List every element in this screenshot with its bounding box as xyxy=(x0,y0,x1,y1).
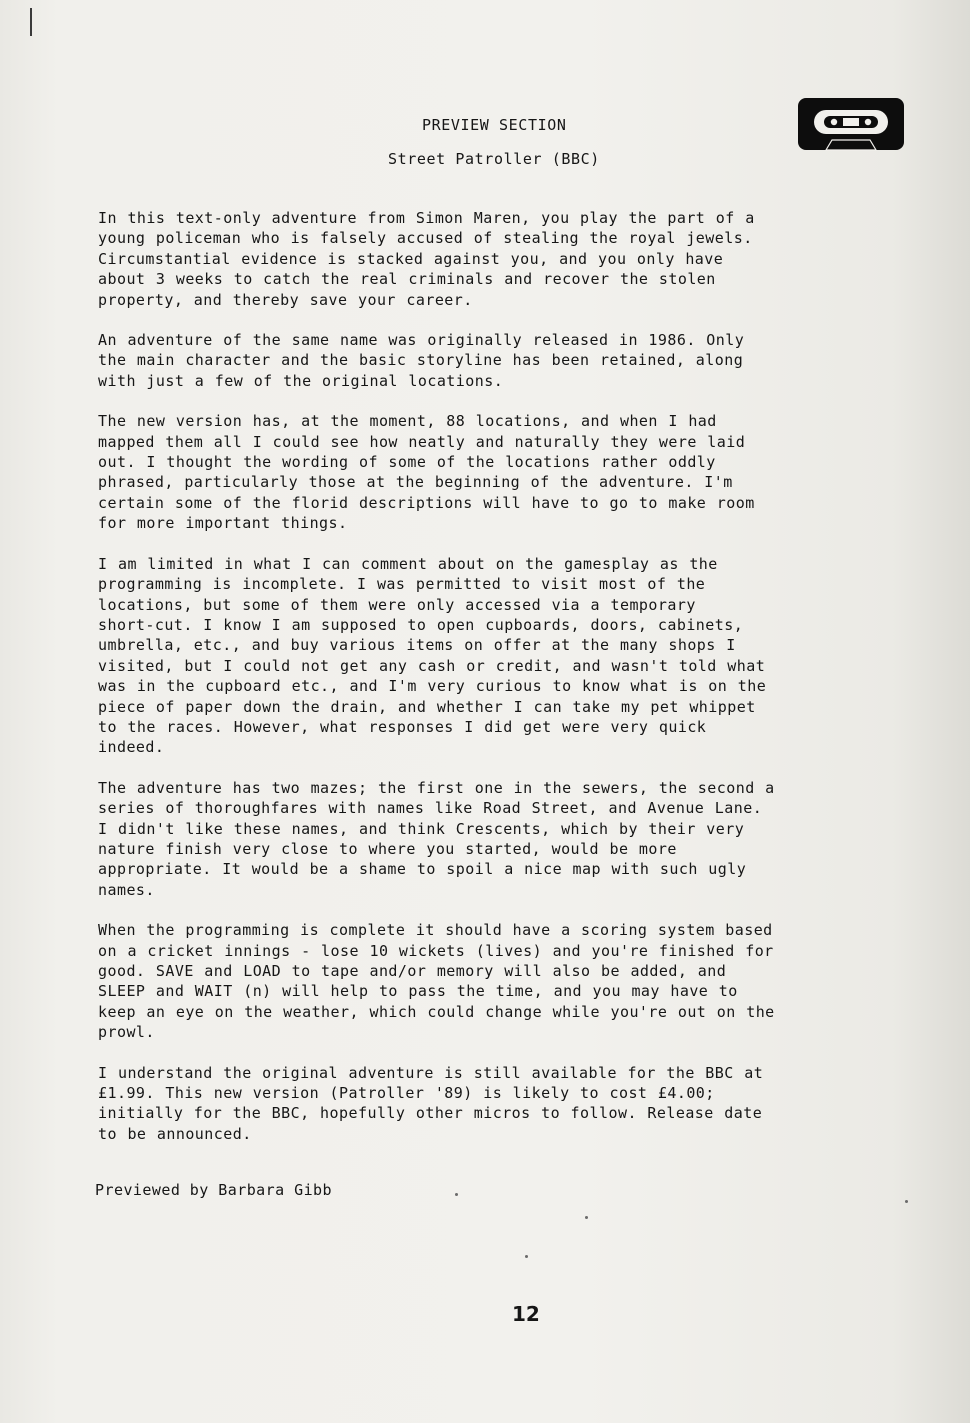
paragraph-line: indeed. xyxy=(98,738,165,757)
game-title: Street Patroller (BBC) xyxy=(388,150,600,168)
paragraph-line: about 3 weeks to catch the real criminals and recover the stolen xyxy=(98,270,716,289)
paragraph-line: property, and thereby save your career. xyxy=(98,290,473,309)
article-paragraph xyxy=(98,208,943,310)
article-paragraph xyxy=(98,920,943,1042)
paragraph-line: initially for the BBC, hopefully other micros to follow. Release date xyxy=(98,1104,763,1123)
paragraph-line: was in the cupboard etc., and I'm very curious to know what is on the xyxy=(98,677,767,696)
paragraph-line: In this text-only adventure from Simon Maren, you play the part of a xyxy=(98,209,755,227)
cassette-tape-icon xyxy=(796,96,906,152)
paragraph-line: on a cricket innings - lose 10 wickets (lives) and you're finished for xyxy=(98,941,774,960)
print-speck xyxy=(585,1216,588,1219)
paragraph-line: visited, but I could not get any cash or credit, and wasn't told what xyxy=(98,656,766,675)
page-number: 12 xyxy=(512,1302,540,1326)
paragraph-line: programming is incomplete. I was permitted to visit most of the xyxy=(98,575,706,594)
paragraph-line: £1.99. This new version (Patroller '89) is likely to cost £4.00; xyxy=(98,1084,715,1103)
paragraph-line: short-cut. I know I am supposed to open cupboards, doors, cabinets, xyxy=(98,615,744,634)
paragraph-line: prowl. xyxy=(98,1023,155,1042)
paragraph-line: with just a few of the original locations. xyxy=(98,371,504,390)
paragraph-line: phrased, particularly those at the beginning of the adventure. I'm xyxy=(98,473,733,492)
paragraph-line: out. I thought the wording of some of the locations rather oddly xyxy=(98,453,716,472)
print-speck xyxy=(905,1200,908,1203)
paragraph-line: good. SAVE and LOAD to tape and/or memory will also be added, and xyxy=(98,962,727,980)
paragraph-line: keep an eye on the weather, which could change while you're out on the xyxy=(98,1002,775,1021)
paragraph-line: the main character and the basic storyline has been retained, along xyxy=(98,351,744,370)
paragraph-line: When the programming is complete it should have a scoring system based xyxy=(98,921,773,940)
paragraph-line: The new version has, at the moment, 88 locations, and when I had xyxy=(98,412,717,431)
paragraph-line: I am limited in what I can comment about on the gamesplay as the xyxy=(98,554,718,573)
print-speck xyxy=(525,1255,528,1258)
paragraph-line: I didn't like these names, and think Crescents, which by their very xyxy=(98,819,745,838)
article-paragraph xyxy=(98,554,943,758)
paragraph-line: Circumstantial evidence is stacked against you, and you only have xyxy=(98,249,724,268)
article-paragraph xyxy=(98,411,943,533)
paragraph-line: nature finish very close to where you started, would be more xyxy=(98,839,677,858)
paragraph-line: names. xyxy=(98,880,155,899)
section-title: PREVIEW SECTION xyxy=(422,116,567,134)
article-body xyxy=(98,208,943,1164)
margin-mark xyxy=(30,8,32,36)
paragraph-line: young policeman who is falsely accused of stealing the royal jewels. xyxy=(98,229,753,248)
paragraph-line: umbrella, etc., and buy various items on offer at the many shops I xyxy=(98,636,736,655)
article-paragraph xyxy=(98,1063,943,1145)
paragraph-line: piece of paper down the drain, and whether I can take my pet whippet xyxy=(98,697,756,716)
paragraph-line: I understand the original adventure is still available for the BBC at xyxy=(98,1063,764,1082)
paragraph-line: series of thoroughfares with names like Road Street, and Avenue Lane. xyxy=(98,799,763,818)
reviewer-credit: Previewed by Barbara Gibb xyxy=(95,1181,333,1199)
paragraph-line: certain some of the florid descriptions will have to go to make room xyxy=(98,493,755,512)
article-paragraph xyxy=(98,330,943,391)
paragraph-line: appropriate. It would be a shame to spoil a nice map with such ugly xyxy=(98,860,747,879)
print-speck xyxy=(455,1193,458,1196)
paragraph-line: for more important things. xyxy=(98,514,348,533)
paragraph-line: An adventure of the same name was originally released in 1986. Only xyxy=(98,331,745,350)
paragraph-line: to the races. However, what responses I did get were very quick xyxy=(98,717,707,736)
paragraph-line: The adventure has two mazes; the first one in the sewers, the second a xyxy=(98,778,775,797)
paragraph-line: SLEEP and WAIT (n) will help to pass the time, and you may have to xyxy=(98,982,738,1001)
paragraph-line: to be announced. xyxy=(98,1124,252,1143)
paragraph-line: mapped them all I could see how neatly and naturally they were laid xyxy=(98,432,746,451)
paragraph-line: locations, but some of them were only accessed via a temporary xyxy=(98,595,696,614)
article-paragraph xyxy=(98,778,943,900)
